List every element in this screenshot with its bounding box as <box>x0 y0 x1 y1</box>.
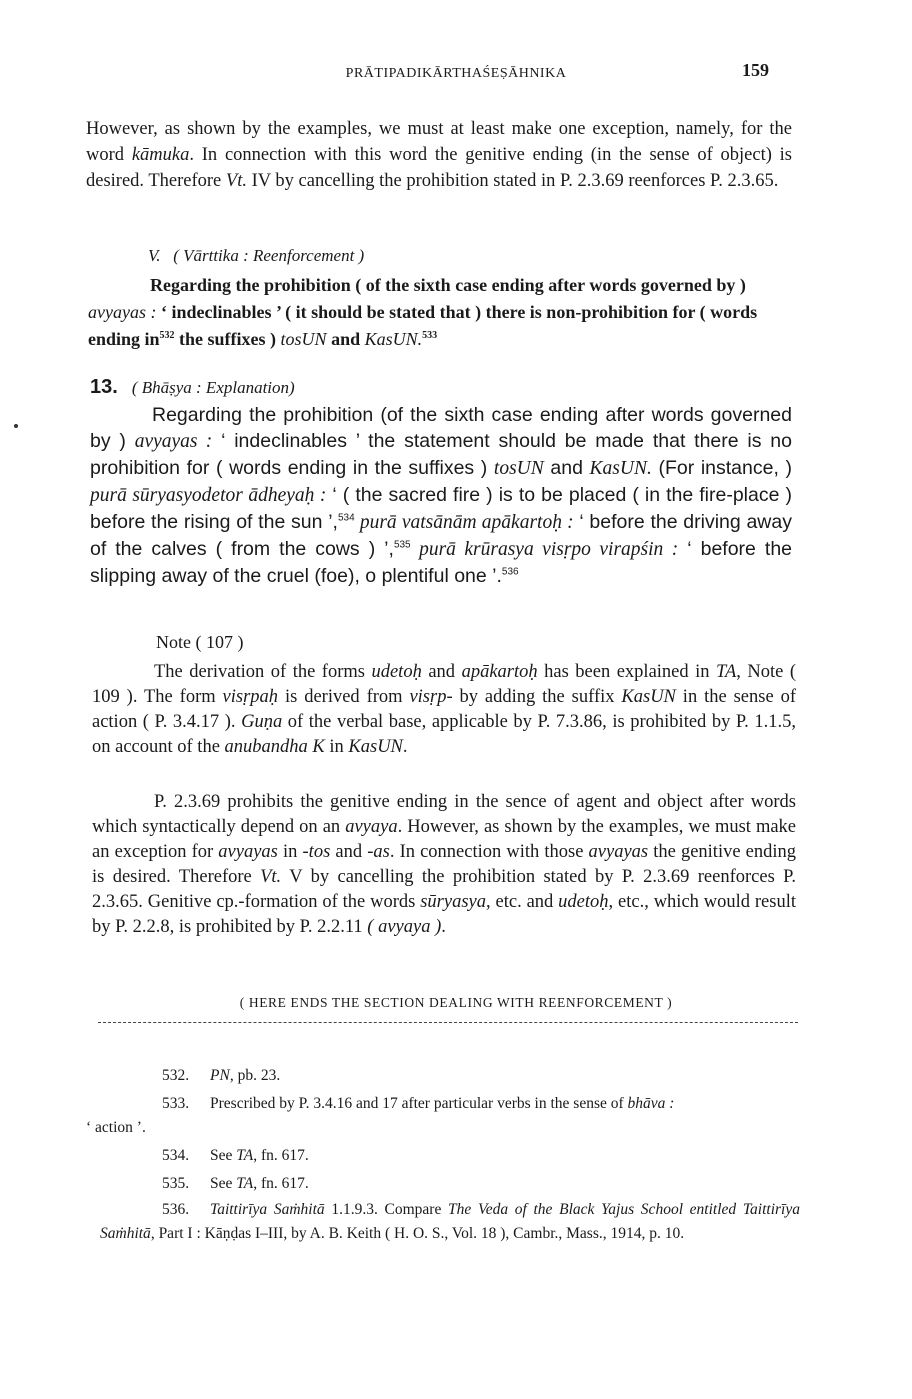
term-taittiriya-samhita: Taittirīya Saṁhitā <box>210 1201 325 1218</box>
term-kasun: KasUN <box>348 737 403 757</box>
term-as: -as <box>367 842 390 862</box>
term-ta: TA <box>716 662 737 682</box>
text-run: . <box>441 917 446 937</box>
text-run: (For instance, ) <box>651 457 792 479</box>
text-run: 1.1.9.3. Compare <box>324 1201 449 1218</box>
text-run: The derivation of the forms <box>154 662 372 682</box>
note-heading: Note ( 107 ) <box>156 632 244 652</box>
term-avyaya: avyaya <box>345 817 398 837</box>
term-bhava: bhāva : <box>627 1095 675 1112</box>
text-run: is derived from <box>278 687 410 707</box>
text-run: ‘ indeclinables ’ the statement should be made that there is no prohibition for ( words ending in the suffixes ) <box>90 430 792 479</box>
term-vt: Vt. <box>225 171 247 191</box>
text-run: by adding the suffix <box>452 687 622 707</box>
term-avyayas: avyayas <box>218 842 278 862</box>
running-title: PRĀTIPADIKĀRTHAŚEṢĀHNIKA <box>345 66 567 81</box>
text-run: and <box>543 457 590 479</box>
text-run: in <box>277 842 303 862</box>
text-run: Prescribed by P. 3.4.16 and 17 after particular verbs in the sense of <box>210 1095 628 1112</box>
term-visrpah: visṛpaḥ <box>222 687 279 707</box>
term-avyayas: avyayas : <box>134 431 213 452</box>
text-run: IV by cancelling the prohibition stated in P. 2.3.69 reenforces P. 2.3.65. <box>246 171 779 191</box>
note-paragraph-1 <box>92 660 796 760</box>
text-run: , fn. 617. <box>253 1147 309 1164</box>
footnote-ref-536[interactable]: 536 <box>501 566 519 578</box>
vartika-text <box>88 272 788 353</box>
text-run: ‘ before the driving away of the calves ( from the cows ) ’, <box>90 511 792 560</box>
paragraph-exception <box>86 116 792 194</box>
vartika-number: V. <box>148 246 161 265</box>
term-avyayas: avyayas : <box>88 302 157 322</box>
term-tosun: tosUN <box>493 458 544 479</box>
term-apakartoh: apākartoḥ <box>461 662 538 682</box>
text-run: Regarding the prohibition (of the sixth case ending after words governed by ) <box>90 404 792 452</box>
term-suryasya: sūryasya <box>420 892 487 912</box>
text-run: ‘ indeclinables ’ ( it should be stated that ) there is non-prohibition for ( words ending in <box>88 302 758 349</box>
term-udetoh: udetoḥ <box>558 892 609 912</box>
term-tos: -tos <box>302 842 331 862</box>
text-run: in <box>324 737 349 757</box>
text-run: . In connection with this word the genitive ending (in the sense of object) is desired. Therefore <box>86 145 793 191</box>
footnote-532 <box>100 1064 800 1088</box>
term-guna: Guṇa <box>241 712 283 732</box>
footnote-number: 532. <box>162 1067 190 1084</box>
text-run: , Part I : Kāṇḍas I–III, by A. B. Keith ( H. O. S., Vol. 18 ), Cambr., Mass., 1914, p. 10. <box>150 1225 685 1242</box>
text-run: the suffixes ) <box>174 329 281 349</box>
text-run: , pb. 23. <box>229 1067 281 1084</box>
footnote-533 <box>86 1092 800 1140</box>
text-run: the genitive ending is desired. Therefore <box>92 842 797 887</box>
term-k: K <box>312 737 325 757</box>
example-3: purā krūrasya visṛpo virapśin : <box>410 539 679 560</box>
term-ta: TA <box>236 1147 254 1164</box>
text-run: P. 2.3.69 prohibits the genitive ending in the sence of agent and object after words which syntactically depend on an <box>92 792 796 837</box>
text-run: ‘ ( the sacred fire ) is to be placed ( in the fire-place ) before the rising of the sun ’, <box>90 484 792 533</box>
note-paragraph-2 <box>92 790 796 940</box>
text-run: , etc. and <box>486 892 559 912</box>
footnote-ref-534[interactable]: 534 <box>337 512 355 524</box>
term-ta: TA <box>236 1175 254 1192</box>
footnote-rule <box>98 1022 798 1023</box>
term-pn: PN <box>210 1067 230 1084</box>
text-run: , fn. 617. <box>253 1175 309 1192</box>
footnote-number: 533. <box>162 1095 190 1112</box>
text-run: . In connection with those <box>389 842 589 862</box>
footnote-ref-532[interactable]: 532 <box>159 330 175 341</box>
text-run: . However, as shown by the examples, we must make an exception for <box>92 817 797 862</box>
text-run: Regarding the prohibition ( of the sixth case ending after words governed by ) <box>150 275 746 295</box>
vartika-title: ( Vārttika : Reenforcement ) <box>173 246 365 265</box>
footnote-number: 535. <box>162 1175 190 1192</box>
example-2: purā vatsānām apākartoḥ : <box>354 512 574 533</box>
text-run: and <box>330 842 368 862</box>
footnote-number: 534. <box>162 1147 190 1164</box>
section-number: 13. <box>90 376 118 398</box>
term-kasun: KasUN <box>621 687 676 707</box>
page-number: 159 <box>742 60 769 80</box>
term-avyaya: ( avyaya ) <box>367 917 442 937</box>
text-run: See <box>210 1175 237 1192</box>
text-run: See <box>210 1147 237 1164</box>
term-avyayas: avyayas <box>588 842 649 862</box>
vartika-heading <box>148 246 364 266</box>
text-run: . <box>402 737 408 757</box>
term-kasun: KasUN. <box>364 329 423 349</box>
bhasya-heading <box>90 376 295 399</box>
bhasya-title: ( Bhāṣya : Explanation) <box>131 378 295 397</box>
footnote-535 <box>100 1172 800 1196</box>
text-run: in the sense of action ( P. 3.4.17 ). <box>92 687 796 732</box>
text-run: ‘ action ’. <box>86 1119 146 1136</box>
term-visrp: visṛp- <box>409 687 453 707</box>
margin-dot <box>14 424 18 428</box>
bhasya-text <box>90 402 792 589</box>
term-anubandha: anubandha <box>224 737 308 757</box>
footnote-ref-533[interactable]: 533 <box>422 330 438 341</box>
example-1: purā sūryasyodetor ādheyaḥ : <box>90 485 327 506</box>
text-run: and <box>421 662 462 682</box>
text-run: and <box>326 329 365 349</box>
term-vt: Vt. <box>260 867 282 887</box>
text-run: of the verbal base, applicable by P. 7.3.86, is prohibited by P. 1.1.5, on account of the <box>92 712 796 757</box>
text-run: ‘ before the slipping away of the cruel (foe), o plentiful one ’. <box>90 538 793 587</box>
term-tosun: tosUN <box>280 329 327 349</box>
section-end-line: ( HERE ENDS THE SECTION DEALING WITH REENFORCEMENT ) <box>239 995 673 1010</box>
book-title: The Veda of the Black Yajus School entitled Taittirīya Saṁhitā <box>100 1201 800 1242</box>
text-run: , etc., which would result by P. 2.2.8, is prohibited by P. 2.2.11 <box>92 892 796 937</box>
footnote-ref-535[interactable]: 535 <box>393 539 411 551</box>
text-run: V by cancelling the prohibition stated by P. 2.3.69 reenforces P. 2.3.65. Genitive cp.-formation of the words <box>92 867 797 912</box>
term-udetoh: udetoḥ <box>371 662 422 682</box>
text-run: has been explained in <box>537 662 717 682</box>
footnote-536 <box>100 1198 800 1246</box>
term-kasun: KasUN. <box>589 458 652 479</box>
footnote-534 <box>100 1144 800 1168</box>
text-run: , Note ( 109 ). The form <box>92 662 797 707</box>
term-kamuka: kāmuka <box>131 145 190 165</box>
text-run: However, as shown by the examples, we must at least make one exception, namely, for the word <box>86 119 792 165</box>
footnote-number: 536. <box>162 1201 190 1218</box>
